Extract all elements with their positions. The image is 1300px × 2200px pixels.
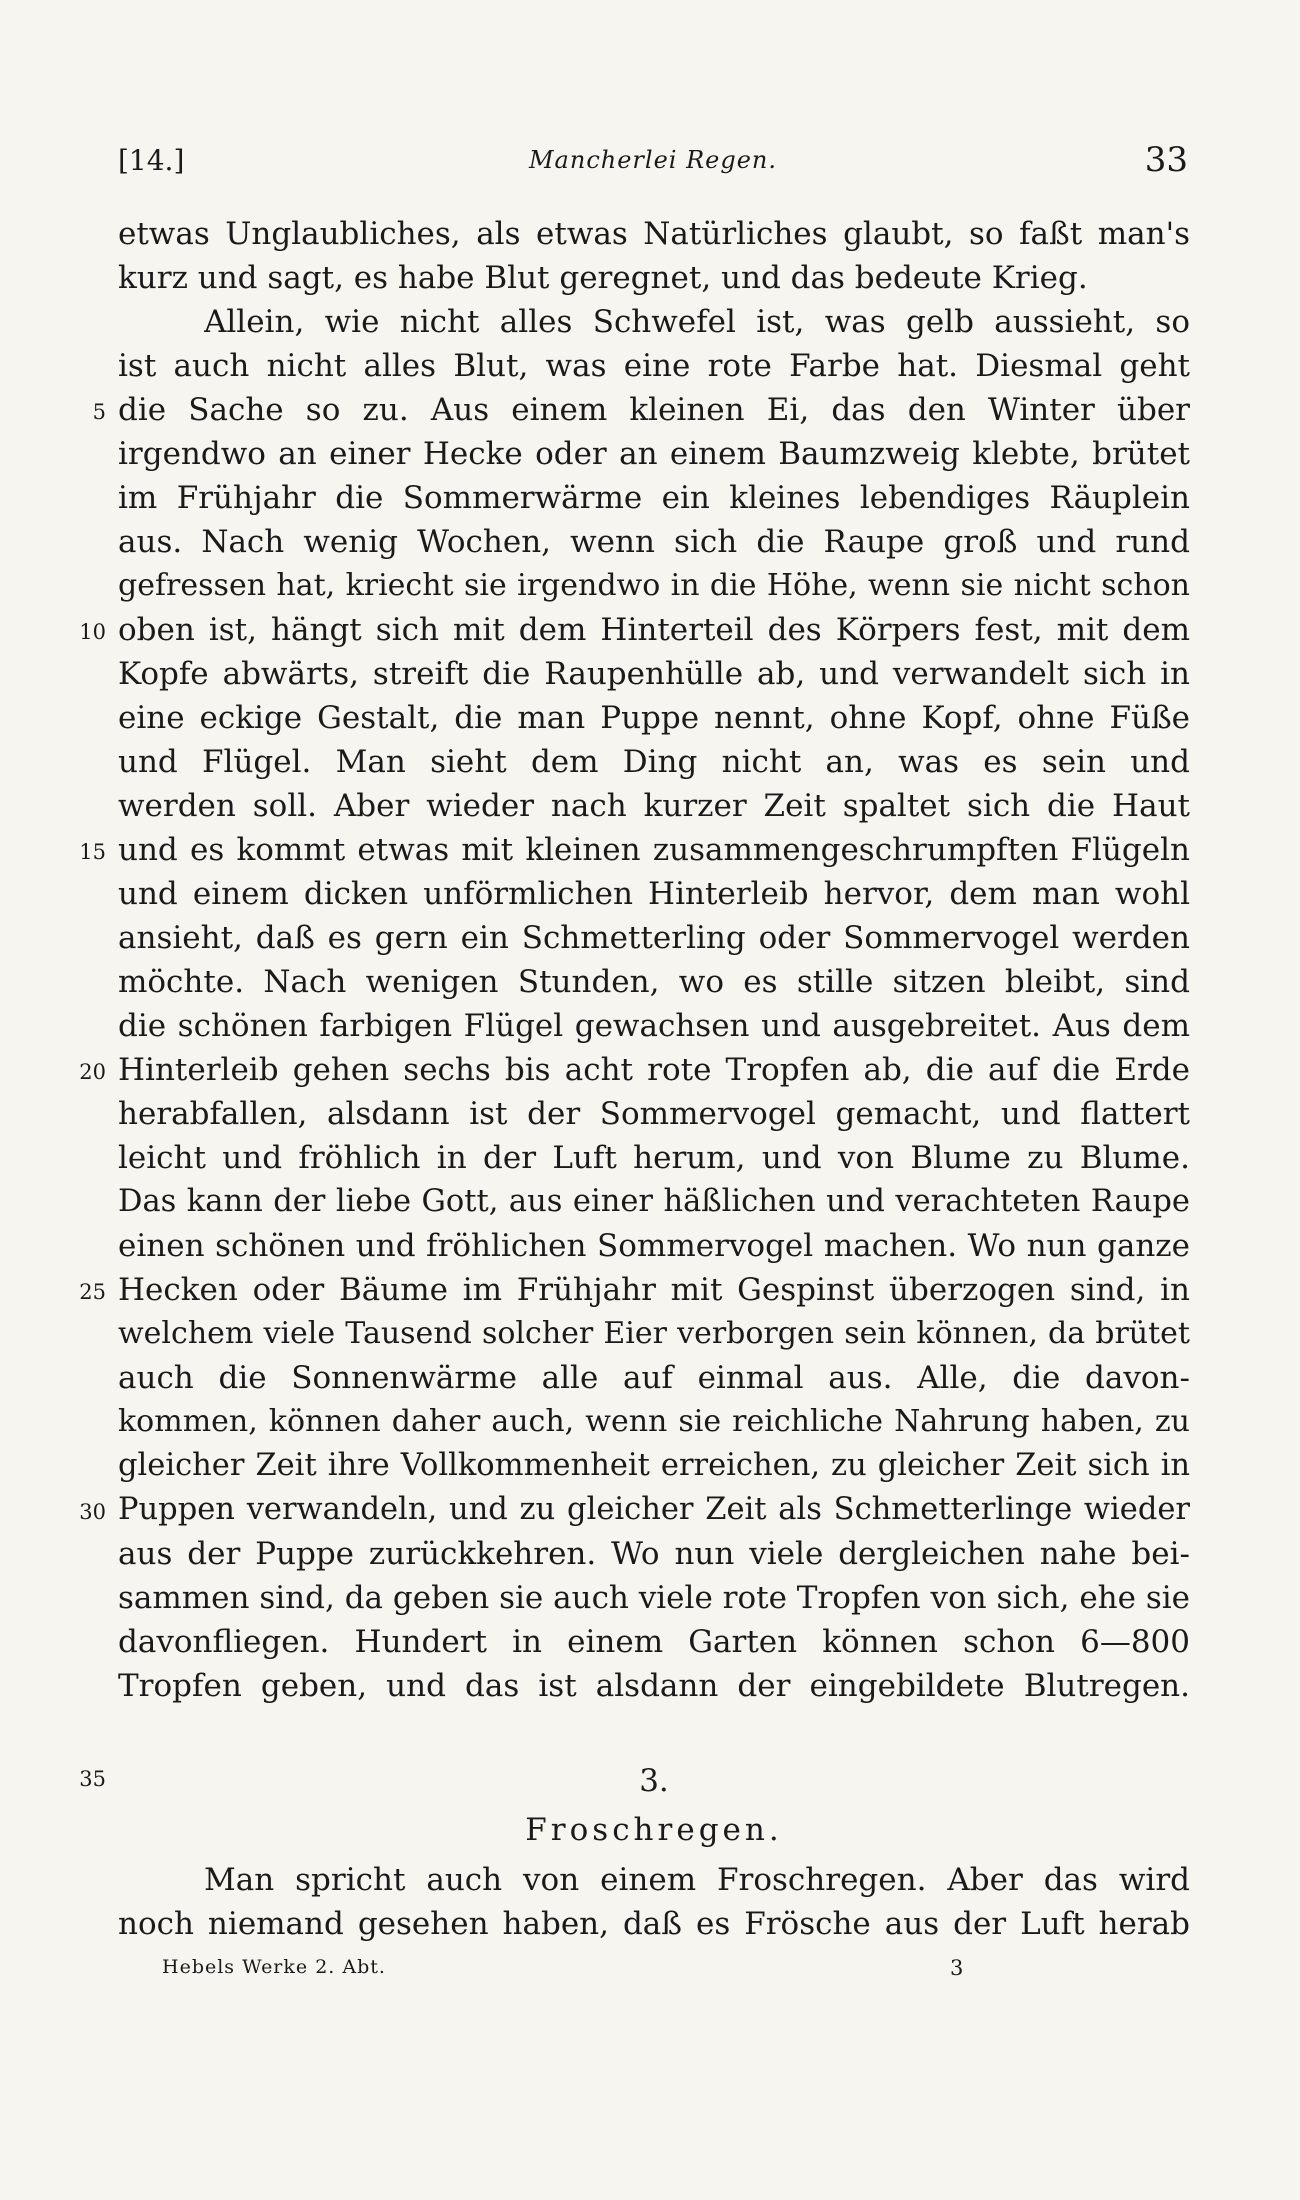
text-line — [79, 1488, 1190, 1532]
text-line-content: Allein, wie nicht alles Schwefel ist, was gelb aussieht, so — [204, 304, 1190, 340]
line-number: 5 — [92, 400, 106, 424]
text-line-content: und einem dicken unförmlichen Hinterleib hervor, dem man wohl — [118, 876, 1190, 912]
line-number: 20 — [79, 1060, 106, 1084]
text-line-content: Das kann der liebe Gott, aus einer häßlichen und verachteten Raupe — [118, 1184, 1190, 1219]
text-line-content: gleicher Zeit ihre Vollkommenheit erreichen, zu gleicher Zeit sich in — [118, 1448, 1190, 1483]
text-line — [118, 1444, 1190, 1488]
text-line — [118, 652, 1190, 696]
text-line-content: ansieht, daß es gern ein Schmetterling oder Sommervogel werden — [118, 920, 1190, 956]
text-line-content: Kopfe abwärts, streift die Raupenhülle ab, und verwandelt sich in — [118, 656, 1190, 692]
text-line-content: Hinterleib gehen sechs bis acht rote Tropfen ab, die auf die Erde — [118, 1052, 1190, 1088]
text-line — [118, 1400, 1190, 1444]
section-number: 3. — [639, 1763, 669, 1799]
text-line — [118, 916, 1190, 960]
line-number: 10 — [79, 620, 106, 644]
text-line-content: und es kommt etwas mit kleinen zusammengeschrumpften Flügeln — [118, 832, 1190, 868]
text-line-content: möchte. Nach wenigen Stunden, wo es stille sitzen bleibt, sind — [118, 964, 1190, 1000]
text-line-content: die schönen farbigen Flügel gewachsen und ausgebreitet. Aus dem — [118, 1008, 1190, 1044]
text-line — [118, 212, 1190, 256]
text-line-content: Man spricht auch von einem Froschregen. Aber das wird — [204, 1862, 1190, 1898]
text-line — [118, 1136, 1190, 1180]
line-number: 25 — [79, 1280, 106, 1304]
line-number: 30 — [79, 1500, 106, 1524]
text-line-content: sammen sind, da geben sie auch viele rote Tropfen von sich, ehe sie — [118, 1580, 1190, 1616]
text-line — [118, 696, 1190, 740]
page-number: 33 — [1144, 140, 1188, 180]
text-line-content: kurz und sagt, es habe Blut geregnet, und das bedeute Krieg. — [118, 260, 1088, 296]
text-line — [118, 432, 1190, 476]
text-line-content: Hecken oder Bäume im Frühjahr mit Gespinst überzogen sind, in — [118, 1272, 1190, 1308]
text-line — [118, 344, 1190, 388]
text-line — [118, 872, 1190, 916]
text-line-content: auch die Sonnenwärme alle auf einmal aus. Alle, die davon- — [118, 1360, 1190, 1396]
text-line — [118, 1180, 1190, 1224]
text-line — [118, 1532, 1190, 1576]
body-text — [79, 212, 1190, 1708]
text-line-content: kommen, können daher auch, wenn sie reichliche Nahrung haben, zu — [118, 1404, 1190, 1439]
text-line-content: Tropfen geben, und das ist alsdann der eingebildete Blutregen. — [118, 1668, 1190, 1704]
text-line — [79, 1048, 1190, 1092]
text-line — [118, 1576, 1190, 1620]
text-line-content: ist auch nicht alles Blut, was eine rote Farbe hat. Diesmal geht — [118, 348, 1190, 384]
chapter-marker: [14.] — [118, 144, 185, 177]
line-number: 35 — [79, 1767, 106, 1791]
text-line — [118, 1092, 1190, 1136]
text-line-content: aus. Nach wenig Wochen, wenn sich die Raupe groß und rund — [118, 524, 1190, 560]
text-line-content: welchem viele Tausend solcher Eier verborgen sein können, da brütet — [118, 1316, 1190, 1351]
text-line-content: und Flügel. Man sieht dem Ding nicht an, was es sein und — [118, 744, 1190, 780]
text-line — [118, 960, 1190, 1004]
text-line-content: oben ist, hängt sich mit dem Hinterteil des Körpers fest, mit dem — [118, 612, 1190, 648]
text-line-content: noch niemand gesehen haben, daß es Frösche aus der Luft herab — [118, 1906, 1190, 1942]
text-line — [92, 388, 1190, 432]
text-line-content: irgendwo an einer Hecke oder an einem Baumzweig klebte, brütet — [118, 436, 1190, 472]
signature-number: 3 — [950, 1956, 964, 1980]
text-line — [118, 1620, 1190, 1664]
text-line-content: werden soll. Aber wieder nach kurzer Zeit spaltet sich die Haut — [118, 788, 1190, 824]
text-line-content: gefressen hat, kriecht sie irgendwo in die Höhe, wenn sie nicht schon — [118, 568, 1190, 603]
text-line — [118, 1224, 1190, 1268]
signature-mark: Hebels Werke 2. Abt. — [162, 1956, 386, 1978]
text-line-content: davonfliegen. Hundert in einem Garten können schon 6—800 — [118, 1624, 1190, 1660]
text-line-content: die Sache so zu. Aus einem kleinen Ei, das den Winter über — [118, 392, 1190, 428]
text-line-content: Puppen verwandeln, und zu gleicher Zeit als Schmetterlinge wieder — [118, 1492, 1190, 1527]
section-body-text — [118, 1858, 1190, 1946]
text-line — [118, 300, 1190, 344]
text-line-content: im Frühjahr die Sommerwärme ein kleines lebendiges Räuplein — [118, 480, 1190, 516]
text-line-content: aus der Puppe zurückkehren. Wo nun viele dergleichen nahe bei- — [118, 1536, 1190, 1572]
text-line — [79, 1268, 1190, 1312]
text-line — [118, 1902, 1190, 1946]
text-line — [118, 476, 1190, 520]
section-title: Froschregen. — [525, 1812, 783, 1848]
text-line — [79, 608, 1190, 652]
text-line — [79, 828, 1190, 872]
text-line-content: leicht und fröhlich in der Luft herum, und von Blume zu Blume. — [118, 1140, 1190, 1176]
text-line-content: etwas Unglaubliches, als etwas Natürliches glaubt, so faßt man's — [118, 216, 1190, 252]
text-line — [118, 784, 1190, 828]
text-line — [118, 1356, 1190, 1400]
text-line — [118, 564, 1190, 608]
text-line — [118, 1004, 1190, 1048]
text-line-content: eine eckige Gestalt, die man Puppe nennt, ohne Kopf, ohne Füße — [118, 700, 1190, 736]
text-line — [118, 1664, 1190, 1708]
running-title: Mancherlei Regen. — [528, 146, 778, 174]
line-number: 15 — [79, 840, 106, 864]
text-line-content: herabfallen, alsdann ist der Sommervogel gemacht, und flattert — [118, 1096, 1190, 1132]
signature-footer — [118, 1956, 1190, 1986]
text-line — [118, 1858, 1190, 1902]
text-line — [118, 740, 1190, 784]
text-line — [118, 1312, 1190, 1356]
text-line — [118, 520, 1190, 564]
running-head — [118, 140, 1188, 184]
text-line-content: einen schönen und fröhlichen Sommervogel machen. Wo nun ganze — [118, 1228, 1190, 1264]
text-line — [118, 256, 1190, 300]
